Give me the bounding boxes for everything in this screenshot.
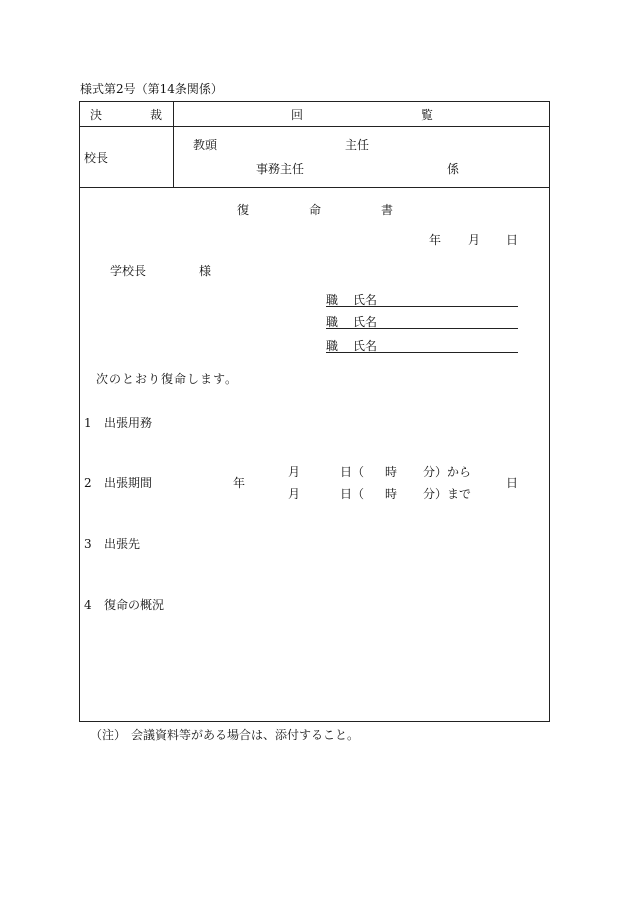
report-box <box>79 187 550 722</box>
period-total-day: 日 <box>506 476 519 490</box>
signer-3-underline <box>326 352 518 353</box>
item-3-number: 3 <box>84 537 92 551</box>
period-year: 年 <box>233 476 246 490</box>
period-end-minute: 分）まで <box>423 487 472 501</box>
title-char-1: 復 <box>237 203 250 217</box>
signer-2-underline <box>326 328 518 329</box>
date-month: 月 <box>468 233 481 247</box>
chief-label: 主任 <box>345 138 370 152</box>
date-day: 日 <box>506 233 519 247</box>
approval-column-divider <box>173 101 174 188</box>
item-1-number: 1 <box>84 416 92 430</box>
signer-2-name: 氏名 <box>353 315 378 329</box>
kessai-char-2: 裁 <box>150 108 163 122</box>
item-1-label: 出張用務 <box>104 416 153 430</box>
staff-label: 係 <box>447 162 460 176</box>
title-char-2: 命 <box>309 203 322 217</box>
approval-header-divider <box>79 126 550 127</box>
item-4-number: 4 <box>84 598 92 612</box>
period-end-day: 日（ <box>340 487 365 501</box>
addressee-honorific: 様 <box>199 264 212 278</box>
period-end-month: 月 <box>288 487 301 501</box>
kairan-char-1: 回 <box>291 108 304 122</box>
addressee: 学校長 <box>110 264 147 278</box>
signer-2-title: 職 <box>326 315 339 329</box>
note-text: 会議資料等がある場合は、添付すること。 <box>131 728 360 742</box>
principal-label: 校長 <box>84 151 109 165</box>
intro-text: 次のとおり復命します。 <box>96 372 239 386</box>
signer-1-name: 氏名 <box>353 293 378 307</box>
period-start-minute: 分）から <box>423 465 472 479</box>
item-3-label: 出張先 <box>104 537 141 551</box>
kessai-char-1: 決 <box>90 108 103 122</box>
admin-chief-label: 事務主任 <box>256 162 305 176</box>
kairan-char-2: 覧 <box>421 108 434 122</box>
signer-3-title: 職 <box>326 339 339 353</box>
item-2-label: 出張期間 <box>104 476 153 490</box>
signer-1-title: 職 <box>326 293 339 307</box>
item-2-number: 2 <box>84 476 92 490</box>
vice-principal-label: 教頭 <box>193 138 218 152</box>
date-year: 年 <box>429 233 442 247</box>
form-number: 様式第2号（第14条関係） <box>80 82 223 96</box>
signer-3-name: 氏名 <box>353 339 378 353</box>
title-char-3: 書 <box>381 203 394 217</box>
note-label: （注） <box>90 728 127 742</box>
period-start-month: 月 <box>288 465 301 479</box>
signer-1-underline <box>326 306 518 307</box>
item-4-label: 復命の概況 <box>104 598 165 612</box>
period-start-day: 日（ <box>340 465 365 479</box>
period-start-hour: 時 <box>385 465 398 479</box>
period-end-hour: 時 <box>385 487 398 501</box>
